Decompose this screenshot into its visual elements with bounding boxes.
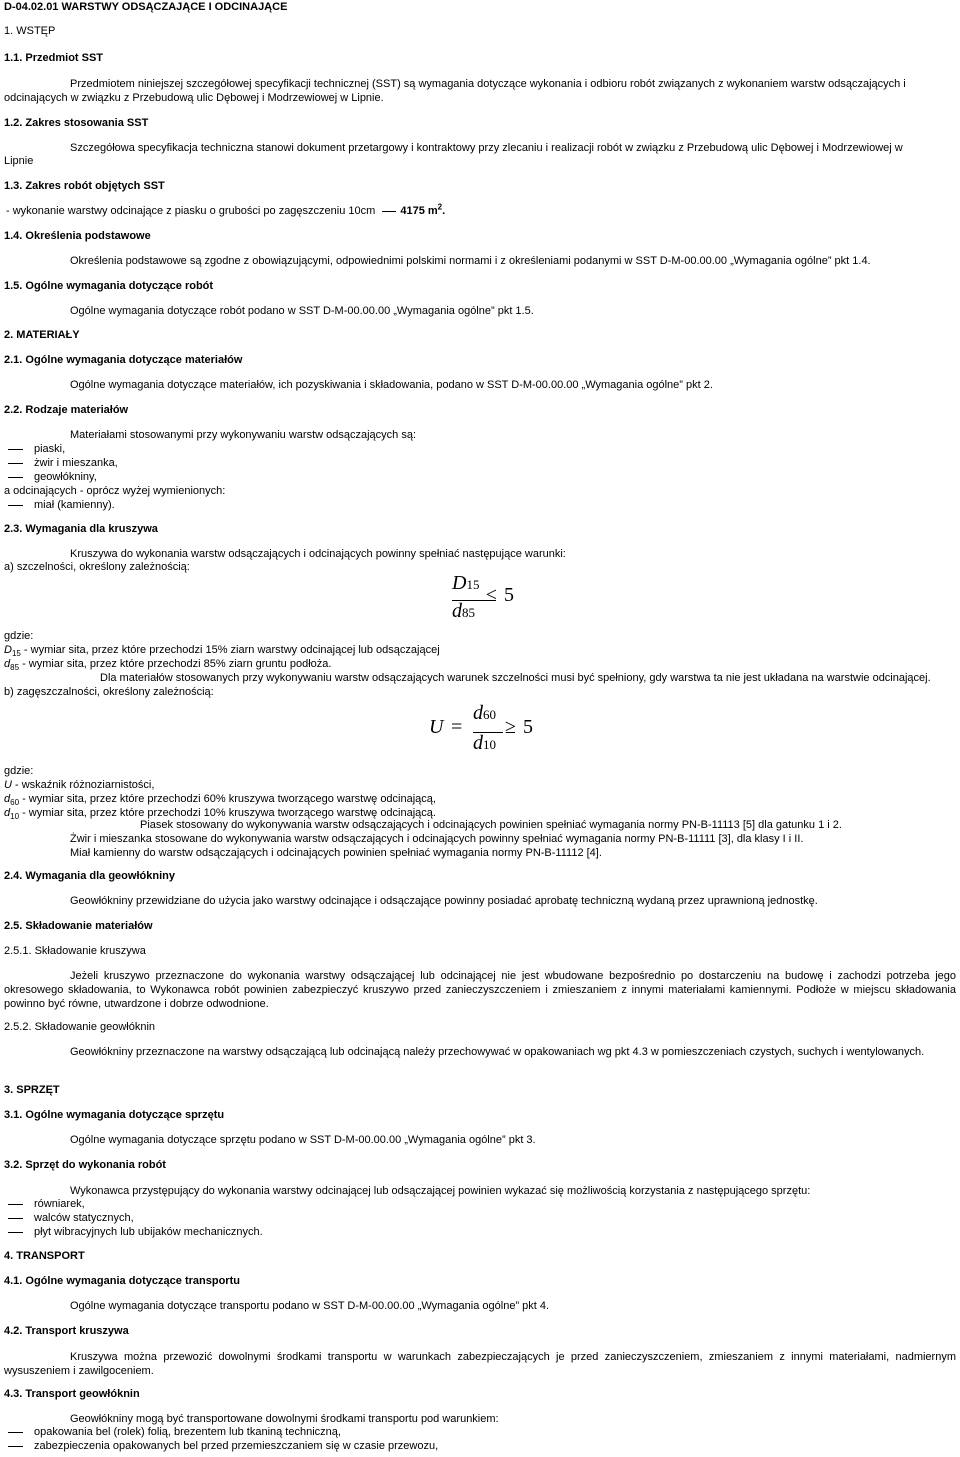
section-2-2-title: 2.2. Rodzaje materiałów (4, 404, 129, 416)
section-1-1-para: Przedmiotem niniejszej szczegółowej specyfikacji technicznej (SST) są wymagania dotyczące wykonania i odbioru robót związanych z wykonaniem warstw odsączających i (70, 78, 906, 90)
section-2-5-1-para: Jeżeli kruszywo przeznaczone do wykonania warstwy odsączającej lub odcinającej nie jest wbudowane bezpośrednio po dostarczeniu na budowę i zachodzi potrzeba jego okresowego składowania, to Wykonawca robót powinien zabezpieczyć kruszywo przed zanieczyszczeniem i zmieszaniem z innymi materiałami kamiennymi. Podłoże w miejscu składowania powinno być równe, utwardzone i dobrze odwodnione. (4, 970, 956, 1010)
section-2-2-para: Materiałami stosowanymi przy wykonywaniu warstw odsączających są: (70, 429, 417, 441)
definition-d15: $D_{15}$ - wymiar sita, przez które przechodzi 15% ziarn warstwy odcinającej lub odsączającej (4, 644, 440, 659)
section-2-3-cond-b: b) zagęszczalności, określony zależnością: (4, 686, 214, 698)
section-4-3-para: Geowłókniny mogą być transportowane dowolnymi środkami transportu pod warunkiem: (70, 1413, 499, 1425)
section-4-1-para: Ogólne wymagania dotyczące transportu podano w SST D-M-00.00.00 „Wymagania ogólne” pkt 4. (70, 1300, 550, 1312)
section-3-title: 3. SPRZĘT (4, 1084, 60, 1096)
section-2-3-para-6: Żwir i mieszanka stosowane do wykonywania warstw odsączających i odcinających powinny spełniać wymagania normy PN-B-11111 [3], dla klasy I i II. (70, 833, 804, 845)
section-3-2-para: Wykonawca przystępujący do wykonania warstwy odcinającej lub odsączającej powinien wykazać się możliwością korzystania z następującego sprzętu: (70, 1185, 811, 1197)
formula-tightness: D15 d85 ≤ 5 (452, 572, 514, 622)
section-2-3-para: Kruszywa do wykonania warstw odsączających i odcinających powinny spełniać następujące warunki: (70, 548, 566, 560)
section-1-2-para: Szczegółowa specyfikacja techniczna stanowi dokument przetargowy i kontraktowy przy zlecaniu i realizacji robót w związku z Przebudową ulic Dębowej i Modrzewiowej w (70, 142, 903, 154)
formula-compactability: U = d60 d10 ≥ 5 (429, 702, 533, 754)
section-1-3-title: 1.3. Zakres robót objętych SST (4, 180, 165, 192)
section-1-title: 1. WSTĘP (4, 25, 56, 37)
section-4-2-para: Kruszywa można przewozić dowolnymi środkami transportu w warunkach zabezpieczających je przed zanieczyszczeniem, zmieszaniem z innymi materiałami, nadmiernym wysuszeniem i zawilgoceniem. (4, 1351, 956, 1377)
section-1-3-quantity: 4175 m (400, 205, 438, 217)
section-3-2-title: 3.2. Sprzęt do wykonania robót (4, 1159, 166, 1171)
section-2-title: 2. MATERIAŁY (4, 329, 80, 341)
section-2-1-title: 2.1. Ogólne wymagania dotyczące materiałów (4, 354, 243, 366)
section-2-3-para-5: Piasek stosowany do wykonywania warstw odsączających i odcinających powinien spełniać wymagania normy PN-B-11113 [5] dla gatunku 1 i 2. (140, 819, 842, 831)
definition-d85: $d_{85}$ - wymiar sita, przez które przechodzi 85% ziarn gruntu podłoża. (4, 658, 332, 673)
section-1-4-para: Określenia podstawowe są zgodne z obowiązującymi, odpowiednimi polskimi normami i z określeniami podanymi w SST D-M-00.00.00 „Wymagania ogólne” pkt 1.4. (70, 255, 871, 267)
section-4-1-title: 4.1. Ogólne wymagania dotyczące transportu (4, 1275, 240, 1287)
section-2-3-para-3: Dla materiałów stosowanych przy wykonywaniu warstw odsączających warunek szczelności musi być spełniony, gdy warstwa ta nie jest układana na warstwie odcinającej. (100, 672, 931, 684)
section-2-1-para: Ogólne wymagania dotyczące materiałów, ich pozyskiwania i składowania, podano w SST D-M-00.00.00 „Wymagania ogólne” pkt 2. (70, 379, 713, 391)
section-2-3-para-7: Miał kamienny do warstw odsączających i odcinających powinien spełniać wymagania normy PN-B-11112 [4]. (70, 847, 602, 859)
section-1-3-period: . (442, 205, 446, 217)
section-1-4-title: 1.4. Określenia podstawowe (4, 230, 151, 242)
section-1-3-item (6, 204, 956, 218)
definition-d10: $d_{10}$ - wymiar sita, przez które przechodzi 10% kruszywa tworzącego warstwę odcinającą. (4, 807, 436, 822)
section-1-2-title: 1.2. Zakres stosowania SST (4, 117, 149, 129)
section-2-5-2-title: 2.5.2. Składowanie geowłóknin (4, 1021, 156, 1033)
section-4-2-title: 4.2. Transport kruszywa (4, 1325, 129, 1337)
section-2-5-title: 2.5. Składowanie materiałów (4, 920, 153, 932)
section-1-1-para-cont: odcinających w związku z Przebudową ulic Dębowej i Modrzewiowej w Lipnie. (4, 92, 384, 104)
section-2-2-para-2: a odcinających - oprócz wyżej wymienionych: (4, 485, 226, 497)
section-2-5-2-para: Geowłókniny przeznaczone na warstwy odsączającą lub odcinającą należy przechowywać w opakowaniach wg pkt 4.3 w pomieszczeniach czystych, suchych i wentylowanych. (70, 1046, 925, 1058)
section-1-3-quantity-unit-power: 2 (437, 202, 443, 212)
section-3-1-para: Ogólne wymagania dotyczące sprzętu podano w SST D-M-00.00.00 „Wymagania ogólne” pkt 3. (70, 1134, 536, 1146)
section-4-3-title: 4.3. Transport geowłóknin (4, 1388, 140, 1400)
section-1-5-title: 1.5. Ogólne wymagania dotyczące robót (4, 280, 214, 292)
gdzie-label-2: gdzie: (4, 765, 34, 777)
section-1-5-para: Ogólne wymagania dotyczące robót podano w SST D-M-00.00.00 „Wymagania ogólne” pkt 1.5. (70, 305, 534, 317)
section-2-3-title: 2.3. Wymagania dla kruszywa (4, 523, 158, 535)
section-1-3-text: - wykonanie warstwy odcinające z piasku o grubości po zagęszczeniu 10cm (6, 205, 376, 217)
section-2-4-title: 2.4. Wymagania dla geowłókniny (4, 870, 175, 882)
section-2-3-cond-a: a) szczelności, określony zależnością: (4, 561, 190, 573)
gdzie-label-1: gdzie: (4, 630, 34, 642)
section-2-5-1-title: 2.5.1. Składowanie kruszywa (4, 945, 146, 957)
section-3-1-title: 3.1. Ogólne wymagania dotyczące sprzętu (4, 1109, 225, 1121)
section-2-4-para: Geowłókniny przewidziane do użycia jako warstwy odcinające i odsączające powinny posiadać aprobatę techniczną wydaną przez uprawnioną jednostkę. (70, 895, 818, 907)
definition-u: U - wskaźnik różnoziarnistości, (4, 779, 155, 791)
section-1-2-para-cont: Lipnie (4, 155, 34, 167)
section-1-1-title: 1.1. Przedmiot SST (4, 52, 104, 64)
document-header: D-04.02.01 WARSTWY ODSĄCZAJĄCE I ODCINAJĄCE (4, 1, 288, 13)
definition-d60: $d_{60}$ - wymiar sita, przez które przechodzi 60% kruszywa tworzącego warstwę odcinającą, (4, 793, 436, 808)
section-4-title: 4. TRANSPORT (4, 1250, 85, 1262)
